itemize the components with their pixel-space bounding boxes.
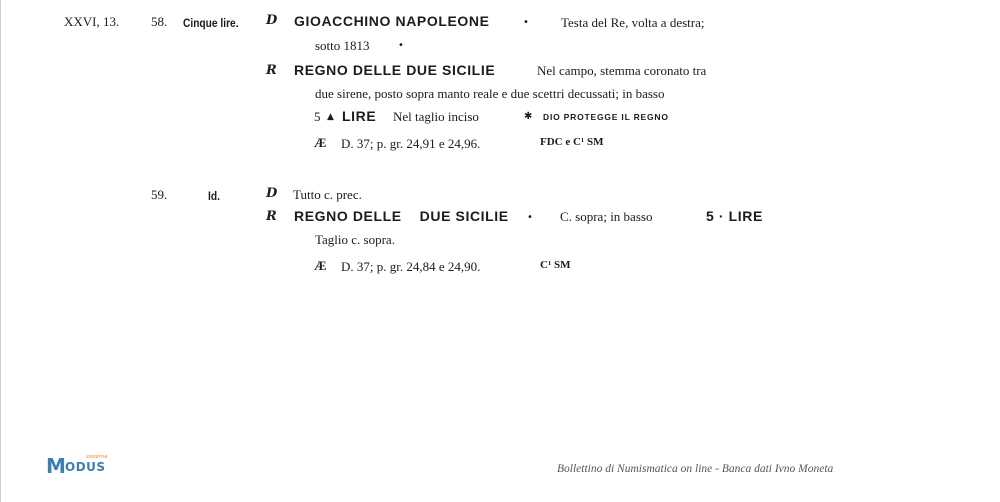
obverse-description: Tutto c. prec.	[293, 187, 362, 202]
bullet-mark: •	[527, 212, 533, 223]
value-lire: 5 · LIRE	[706, 208, 763, 224]
triangle-mark: ▲	[327, 112, 334, 122]
obverse-symbol: D	[266, 186, 278, 201]
footer-credit: Bollettino di Numismatica on line - Banca dati Ivno Moneta	[557, 463, 834, 475]
obverse-legend: GIOACCHINO NAPOLEONE	[294, 13, 490, 29]
coin-specs: D. 37; p. gr. 24,84 e 24,90.	[341, 259, 481, 274]
entry-reference: XXVI, 13.	[64, 14, 120, 29]
obverse-description-line2: sotto 1813	[315, 38, 370, 53]
reverse-symbol: R	[266, 63, 277, 78]
bullet-mark: •	[398, 40, 404, 51]
edge-description: Taglio c. sopra.	[315, 232, 395, 247]
obverse-symbol: D	[266, 13, 278, 28]
entry-number: 59.	[151, 187, 168, 202]
edge-legend: DIO PROTEGGE IL REGNO	[543, 112, 669, 122]
denomination-wrap	[208, 187, 222, 205]
edge-text: Nel taglio inciso	[393, 109, 479, 124]
value-number: 5	[314, 109, 321, 124]
reverse-description-line2: due sirene, posto sopra manto reale e due scettri decussati; in basso	[315, 86, 665, 101]
entry-denomination: Cinque lire.	[183, 16, 239, 30]
logo-word: ODUS	[65, 460, 106, 474]
star-mark: ✱	[524, 111, 533, 122]
coin-grade: FDC e C¹ SM	[540, 136, 604, 148]
denomination-wrap	[183, 14, 248, 32]
reverse-symbol: R	[266, 209, 277, 224]
reverse-description: Nel campo, stemma coronato tra	[537, 63, 707, 78]
coin-specs: D. 37; p. gr. 24,91 e 24,96.	[341, 136, 481, 151]
bullet-mark: •	[523, 17, 529, 28]
value-lire: LIRE	[342, 108, 377, 124]
entry-denomination: Id.	[208, 189, 220, 203]
logo-small-text: sistema	[86, 454, 108, 460]
metal-symbol: Æ	[314, 259, 327, 273]
obverse-description: Testa del Re, volta a destra;	[561, 15, 705, 30]
coin-grade: C¹ SM	[540, 259, 571, 271]
page-left-border	[0, 0, 1, 502]
metal-symbol: Æ	[314, 136, 327, 150]
entry-number: 58.	[151, 14, 168, 29]
reverse-legend: REGNO DELLE DUE SICILIE	[294, 62, 496, 78]
logo-mark: M	[46, 454, 66, 478]
modus-logo	[46, 454, 116, 476]
reverse-legend: REGNO DELLE DUE SICILIE	[294, 208, 509, 224]
reverse-description: C. sopra; in basso	[560, 209, 653, 224]
